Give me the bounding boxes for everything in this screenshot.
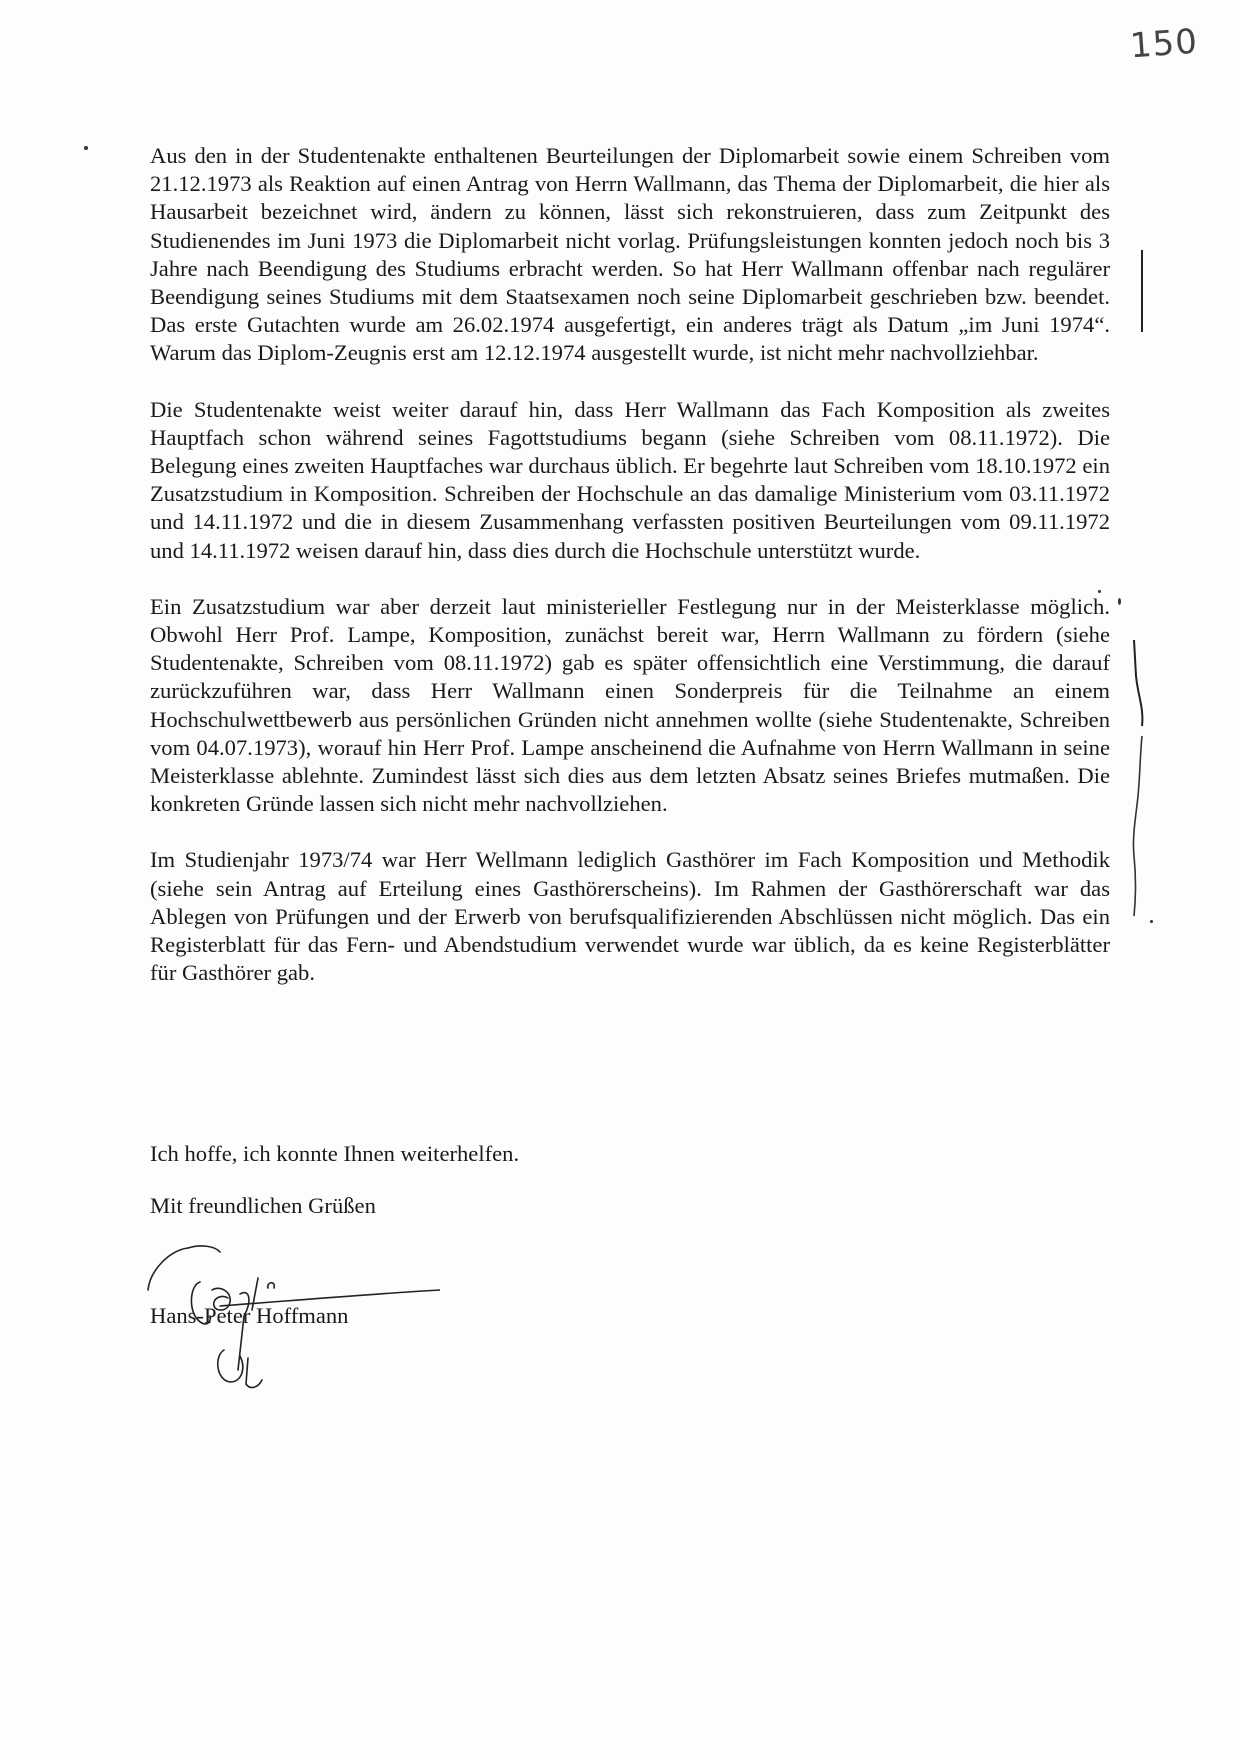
margin-dot-3 <box>1098 590 1101 593</box>
handwritten-page-number: 150 <box>1128 21 1200 67</box>
paragraph-3: Ein Zusatzstudium war aber derzeit laut ministerieller Festlegung nur in der Meisterklasse möglich. Obwohl Herr Prof. Lampe, Komposition, zunächst bereit war, Herrn Wallmann zu fördern (siehe Studentenakte, Schreiben vom 08.11.1972) gab es später offensichtlich eine Verstimmung, die darauf zurückzuführen war, dass Herr Wallmann einen Sonderpreis für die Teilnahme an einem Hochschulwettbewerb aus persönlichen Gründen nicht annehmen wollte (siehe Studentenakte, Schreiben vom 04.07.1973), worauf hin Herr Prof. Lampe anscheinend die Aufnahme von Herrn Wallmann in seine Meisterklasse ablehnte. Zumindest lässt sich dies aus dem letzten Absatz seines Briefes mutmaßen. Die konkreten Gründe lassen sich nicht mehr nachvollziehen. <box>150 593 1110 817</box>
salutation: Mit freundlichen Grüßen <box>150 1193 376 1218</box>
margin-line-1 <box>1138 248 1146 334</box>
margin-dot <box>84 146 88 150</box>
letter-body <box>150 142 1110 1015</box>
signatory-name: Hans-Peter Hoffmann <box>150 1303 349 1328</box>
paragraph-4: Im Studienjahr 1973/74 war Herr Wellmann lediglich Gasthörer im Fach Komposition und Methodik (siehe sein Antrag auf Erteilung eines Gasthörerscheins). Im Rahmen der Gasthörerschaft war das Ablegen von Prüfungen und der Erwerb von berufsqualifizierenden Abschlüssen nicht möglich. Das ein Registerblatt für das Fern- und Abendstudium verwendet wurde war üblich, da es keine Registerblätter für Gasthörer gab. <box>150 847 1110 986</box>
closing-line: Ich hoffe, ich konnte Ihnen weiterhelfen. <box>150 1141 520 1166</box>
margin-dot-4 <box>1150 920 1153 923</box>
margin-line-2 <box>1124 636 1164 936</box>
handwritten-signature <box>140 1230 440 1400</box>
paragraph-2: Die Studentenakte weist weiter darauf hin, dass Herr Wallmann das Fach Komposition als zweites Hauptfach schon während seines Fagottstudiums begann (siehe Schreiben vom 08.11.1972). Die Belegung eines zweiten Hauptfaches war durchaus üblich. Er begehrte laut Schreiben vom 18.10.1972 ein Zusatzstudium in Komposition. Schreiben der Hochschule an das damalige Ministerium vom 03.11.1972 und 14.11.1972 und die in diesem Zusammenhang verfassten positiven Beurteilungen vom 09.11.1972 und 14.11.1972 weisen darauf hin, dass dies durch die Hochschule unterstützt wurde. <box>150 396 1110 563</box>
margin-dot-2 <box>1118 598 1121 605</box>
paragraph-1: Aus den in der Studentenakte enthaltenen Beurteilungen der Diplomarbeit sowie einem Schreiben vom 21.12.1973 als Reaktion auf einen Antrag von Herrn Wallmann, das Thema der Diplomarbeit, die hier als Hausarbeit bezeichnet wird, ändern zu können, lässt sich rekonstruieren, dass zum Zeitpunkt des Studienendes im Juni 1973 die Diplomarbeit nicht vorlag. Prüfungsleistungen konnten jedoch noch bis 3 Jahre nach Beendigung des Studiums erbracht werden. So hat Herr Wallmann offenbar nach regulärer Beendigung seines Studiums mit dem Staatsexamen noch seine Diplomarbeit geschrieben bzw. beendet. Das erste Gutachten wurde am 26.02.1974 ausgefertigt, ein anderes trägt als Datum „im Juni 1974“. Warum das Diplom-Zeugnis erst am 12.12.1974 ausgestellt wurde, ist nicht mehr nachvollziehbar. <box>150 143 1110 366</box>
